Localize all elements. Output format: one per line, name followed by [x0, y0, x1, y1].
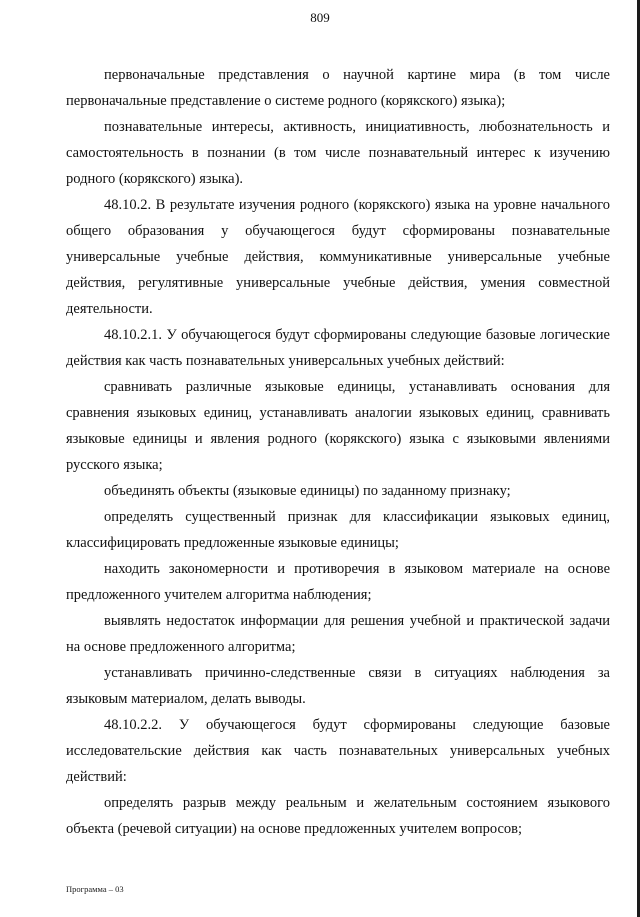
paragraph: выявлять недостаток информации для решения учебной и практической задачи на основе предложенного алгоритма; [66, 613, 610, 655]
paragraph: определять разрыв между реальным и желательным состоянием языкового объекта (речевой ситуации) на основе предложенных учителем вопросов; [66, 795, 610, 837]
paragraph: сравнивать различные языковые единицы, устанавливать основания для сравнения языковых единиц, устанавливать аналогии языковых единиц, сравнивать языковые единицы и явления родного (корякского) языка с языковыми явлениями русского языка; [66, 379, 610, 473]
paragraph: 48.10.2.2. У обучающегося будут сформированы следующие базовые исследовательские действия как часть познавательных универсальных учебных действий: [66, 717, 610, 785]
paragraph: определять существенный признак для классификации языковых единиц, классифицировать предложенные языковые единицы; [66, 509, 610, 551]
page-footer: Программа – 03 [66, 884, 124, 894]
paragraph: находить закономерности и противоречия в языковом материале на основе предложенного учителем алгоритма наблюдения; [66, 561, 610, 603]
body-text [66, 62, 610, 842]
paragraph: устанавливать причинно-следственные связи в ситуациях наблюдения за языковым материалом, делать выводы. [66, 665, 610, 707]
paragraph: познавательные интересы, активность, инициативность, любознательность и самостоятельность в познании (в том числе познавательный интерес к изучению родного (корякского) языка). [66, 119, 610, 187]
paragraph: объединять объекты (языковые единицы) по заданному признаку; [104, 483, 511, 499]
paragraph: первоначальные представления о научной картине мира (в том числе первоначальные представление о системе родного (корякского) языка); [66, 67, 610, 109]
paragraph: 48.10.2.1. У обучающегося будут сформированы следующие базовые логические действия как часть познавательных универсальных учебных действий: [66, 327, 610, 369]
paragraph: 48.10.2. В результате изучения родного (корякского) языка на уровне начального общего образования у обучающегося будут сформированы познавательные универсальные учебные действия, коммуникативные универсальные учебные действия, регулятивные универсальные учебные действия, умения совместной деятельности. [66, 197, 610, 317]
page-number: 809 [310, 10, 330, 25]
